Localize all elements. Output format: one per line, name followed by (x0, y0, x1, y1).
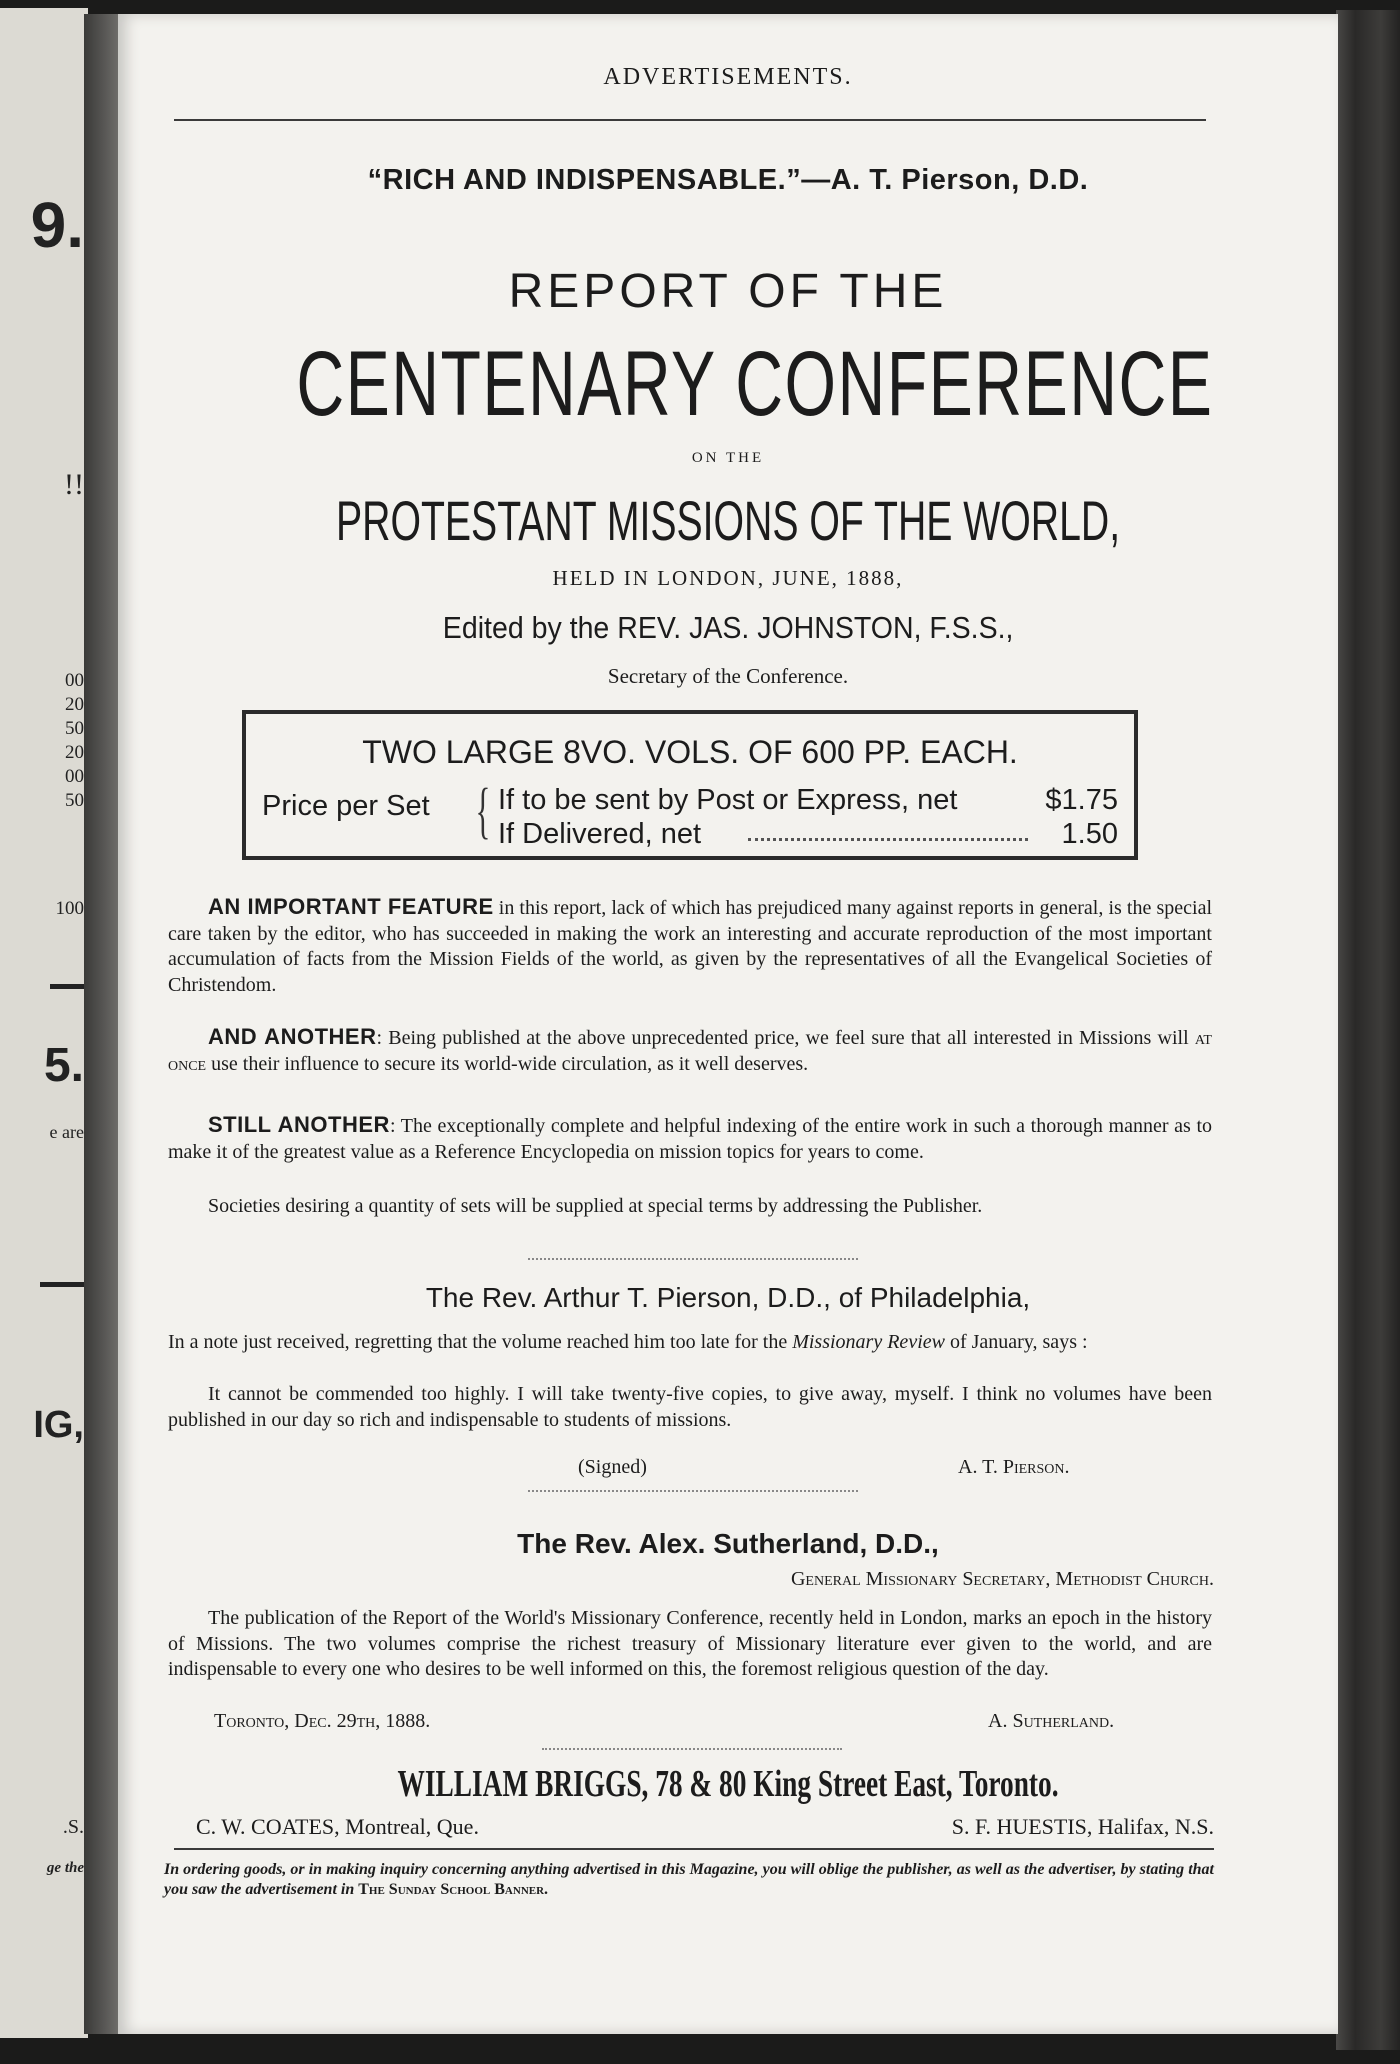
fragment: 50 (65, 718, 84, 739)
publisher-name-text: WILLIAM BRIGGS, 78 & 80 King Street East, Toronto. (397, 1763, 1059, 1805)
feature-text: in this report, lack of which has prejudiced many against reports in general, is the special care taken by the editor, who has succeeded in making the work an interesting and accurate reproduction of the most important accumulation of facts from the Mission Fields of the world, as given by the representatives of all the Evangelical Societies of Christendom. (168, 897, 1213, 996)
magazine-title: The Sunday School Banner. (358, 1881, 549, 1898)
price-box (242, 710, 1138, 860)
book-cover-edge (1336, 10, 1400, 2050)
feature-paragraph (168, 1024, 1212, 1077)
book-title-text: CENTENARY CONFERENCE (296, 333, 1214, 435)
advertisement-page (118, 14, 1338, 2034)
editor-role: Secretary of the Conference. (607, 664, 849, 688)
fragment: 20 (65, 694, 84, 715)
publisher-name (118, 1762, 1338, 1806)
rule (50, 984, 88, 989)
feature-emphasis: at once (168, 1027, 1212, 1075)
brace-icon: { (475, 777, 491, 845)
feature-paragraph (168, 1112, 1212, 1165)
editor-line (118, 610, 1338, 646)
section-divider (528, 1490, 858, 1492)
fragment: !! (64, 468, 84, 501)
signature: A. T. Pierson. (958, 1456, 1070, 1478)
dot-leader (748, 838, 1028, 841)
fragment: 5. (43, 1039, 84, 1092)
place-date: Toronto, Dec. 29th, 1888. (214, 1710, 431, 1732)
on-the-label: ON THE (691, 450, 765, 466)
section-divider (542, 1748, 842, 1750)
fragment: .S. (62, 1816, 84, 1838)
header-rule (174, 119, 1206, 121)
fragment: 00 (65, 670, 84, 691)
feature-lead: AN IMPORTANT FEATURE (208, 894, 494, 919)
publisher-branch-halifax: S. F. HUESTIS, Halifax, N.S. (951, 1814, 1214, 1839)
fragment: 20 (65, 742, 84, 763)
testimonial-intro (168, 1330, 1212, 1356)
testimonial-body: It cannot be commended too highly. I will take twenty-five copies, to give away, myself. I think no volumes have been published in our day so rich and indispensable to students of missions. (168, 1383, 1212, 1431)
publication-title: Missionary Review (792, 1331, 945, 1353)
publisher-branch-montreal: C. W. COATES, Montreal, Que. (196, 1814, 479, 1839)
price-option-label: If to be sent by Post or Express, net (498, 784, 958, 816)
volumes-description: TWO LARGE 8VO. VOLS. OF 600 PP. EACH. (362, 734, 1018, 770)
endorsement-quote: “RICH AND INDISPENSABLE.”—A. T. Pierson, D.D. (367, 164, 1089, 196)
book-title (118, 332, 1338, 437)
feature-text: Societies desiring a quantity of sets will be supplied at special terms by addressing the Publisher. (208, 1195, 983, 1217)
testimonial-heading: The Rev. Arthur T. Pierson, D.D., of Philadelphia, (425, 1282, 1031, 1313)
book-subtitle (118, 488, 1338, 553)
feature-lead: STILL ANOTHER (208, 1112, 390, 1137)
adjacent-page-edge (0, 8, 88, 2038)
running-head: ADVERTISEMENTS. (603, 64, 853, 90)
signature: A. Sutherland. (988, 1710, 1115, 1732)
price-per-set-label: Price per Set (262, 790, 430, 822)
fragment: 100 (55, 898, 84, 919)
price-option-amount: $1.75 (1045, 784, 1118, 816)
feature-text: use their influence to secure its world-wide circulation, as it well deserves. (206, 1052, 809, 1075)
fragment: 9. (30, 189, 84, 261)
editor-line-text: Edited by the REV. JAS. JOHNSTON, F.S.S., (442, 610, 1014, 645)
feature-paragraph (168, 894, 1212, 998)
testimonial-role: General Missionary Secretary, Methodist Church. (790, 1568, 1214, 1590)
feature-text: : Being published at the above unprecedented price, we feel sure that all interested in Missions will (376, 1027, 1195, 1049)
section-divider (528, 1258, 858, 1260)
conference-date: HELD IN LONDON, JUNE, 1888, (552, 566, 904, 590)
price-option-label: If Delivered, net (498, 818, 702, 850)
price-option (498, 784, 1118, 817)
signed-label: (Signed) (578, 1456, 647, 1478)
price-option-amount: 1.50 (1061, 818, 1118, 850)
price-option (498, 818, 1118, 851)
testimonial-heading: The Rev. Alex. Sutherland, D.D., (517, 1528, 939, 1559)
testimonial-intro-text: In a note just received, regretting that the volume reached him too late for the (168, 1331, 793, 1353)
feature-paragraph (168, 1194, 1212, 1220)
footer-note-text: In ordering goods, or in making inquiry concerning anything advertised in this Magazine, you will oblige the publisher, as well as the advertiser, by stating that you saw the advertisement in (164, 1861, 1214, 1898)
rule (40, 1282, 88, 1287)
book-subtitle-text: PROTESTANT MISSIONS OF THE WORLD, (335, 489, 1121, 552)
testimonial-body: The publication of the Report of the World's Missionary Conference, recently held in London, marks an epoch in the history of Missions. The two volumes comprise the richest treasury of Missionary literature ever given to the world, and are indispensable to every one who desires to be well informed on this, the foremost religious question of the day. (168, 1607, 1212, 1680)
fragment: IG, (33, 1404, 84, 1446)
fragment: e are (49, 1122, 84, 1142)
footer-note (164, 1860, 1214, 1900)
fragment: 00 (65, 766, 84, 787)
report-of-heading: REPORT OF THE (508, 265, 948, 318)
fragment: ge the (46, 1860, 84, 1876)
feature-lead: AND ANOTHER (208, 1024, 377, 1049)
testimonial-intro-text: of January, says : (944, 1331, 1088, 1353)
footer-rule (174, 1848, 1214, 1850)
fragment: 50 (65, 790, 84, 811)
feature-text: : The exceptionally complete and helpful indexing of the entire work in such a thorough manner as to make it of the greatest value as a Reference Encyclopedia on mission topics for years to come. (168, 1115, 1212, 1163)
